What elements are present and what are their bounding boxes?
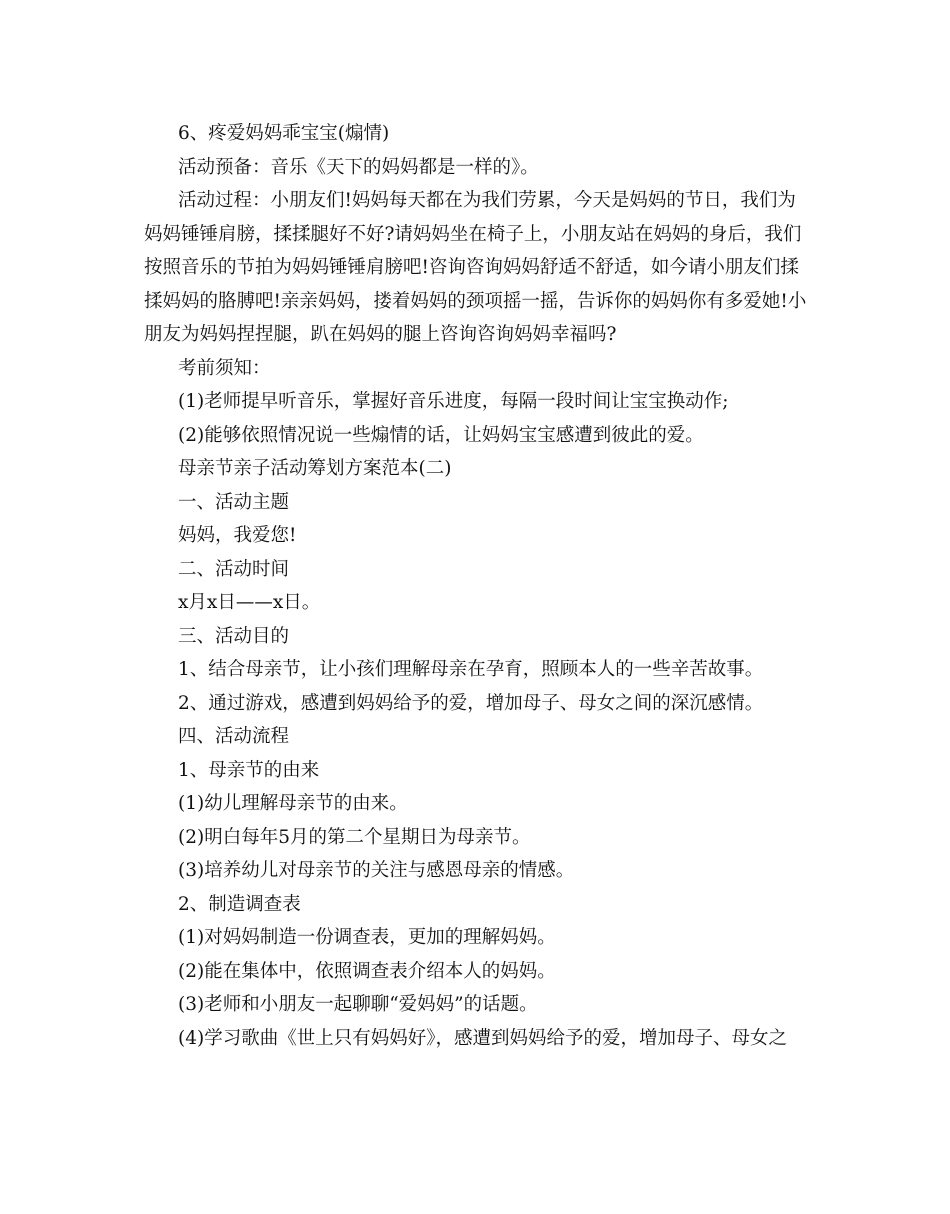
list-item: (2)能在集体中，依照调查表介绍本人的妈妈。 [178,960,556,982]
section-heading: 一、活动主题 [178,491,290,513]
section-title: 母亲节亲子活动筹划方案范本(二) [178,458,452,479]
text-line: 妈妈，我爱您! [178,525,297,546]
notes-heading: 考前须知： [178,357,271,379]
paragraph-process [144,184,810,352]
list-item: (4)学习歌曲《世上只有妈妈好》，感遭到妈妈给予的爱，增加母子、母女之 [178,1027,787,1049]
list-item: (1)幼儿理解母亲节的由来。 [178,793,408,814]
text-line: 活动预备：音乐《天下的妈妈都是一样的》。 [178,156,539,178]
section-heading: 四、活动流程 [178,726,290,747]
list-item: 2、通过游戏，感遭到妈妈给予的爱，增加母子、母女之间的深沉感情。 [178,692,764,714]
subsection-heading: 1、母亲节的由来 [178,759,320,781]
subsection-heading: 2、制造调查表 [178,893,301,915]
list-item: (3)老师和小朋友一起聊聊“爱妈妈”的话题。 [178,994,538,1015]
paragraph-line: 活动过程：小朋友们!妈妈每天都在为我们劳累，今天是妈妈的节日，我们为 [178,190,796,211]
document-body [144,117,810,1055]
list-item: (2)明白每年5月的第二个星期日为母亲节。 [178,826,531,848]
list-item: (1)对妈妈制造一份调查表，更加的理解妈妈。 [178,927,556,948]
section-heading: 三、活动目的 [178,625,290,647]
paragraph-line: 妈妈锤锤肩膀，揉揉腿好不好?请妈妈坐在椅子上，小朋友站在妈妈的身后，我们 [144,223,802,245]
list-item: (3)培养幼儿对母亲节的关注与感恩母亲的情感。 [178,860,575,881]
paragraph-line: 按照音乐的节拍为妈妈锤锤肩膀吧!咨询咨询妈妈舒适不舒适，如今请小朋友们揉 [144,257,799,278]
section-heading: 6、疼爱妈妈乖宝宝(煽情) [178,123,390,144]
list-item: (1)老师提早听音乐，掌握好音乐进度，每隔一段时间让宝宝换动作; [178,391,729,412]
list-item: (2)能够依照情况说一些煽情的话，让妈妈宝宝感遭到彼此的爱。 [178,424,704,446]
text-line: x月x日——x日。 [178,592,321,613]
paragraph-line: 揉妈妈的胳膊吧!亲亲妈妈，搂着妈妈的颈项摇一摇，告诉你的妈妈你有多爱她!小 [144,290,807,312]
paragraph-line: 朋友为妈妈捏捏腿，趴在妈妈的腿上咨询咨询妈妈幸福吗? [144,324,617,345]
list-item: 1、结合母亲节，让小孩们理解母亲在孕育，照顾本人的一些辛苦故事。 [178,659,764,680]
section-heading: 二、活动时间 [178,558,290,580]
